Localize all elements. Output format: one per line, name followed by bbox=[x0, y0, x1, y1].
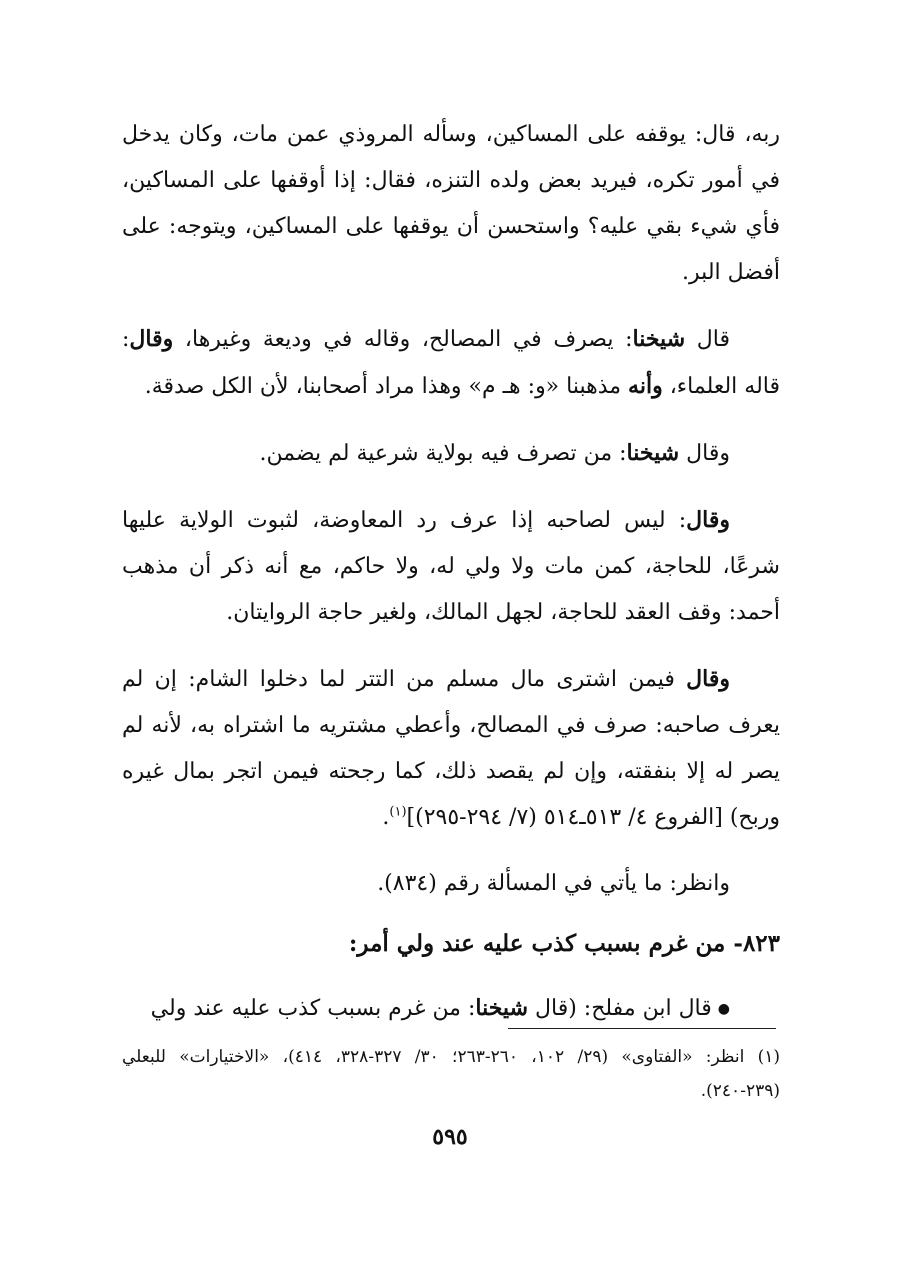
footnote-separator bbox=[508, 1028, 776, 1029]
paragraph-1-text: ربه، قال: يوقفه على المساكين، وسأله المروذي عمن مات، وكان يدخل في أمور تكره، فيريد بعض ولده التنزه، فقال: إذا أوقفها على المساكين، فأي شيء بقي عليه؟ واستحسن أن يوقفها على المساكين، ويتوجه: على أفضل البر. bbox=[122, 122, 780, 285]
paragraph-5 bbox=[122, 656, 780, 841]
paragraph-3 bbox=[122, 430, 780, 477]
p5-bold-waqal: وقال bbox=[686, 666, 730, 692]
p5-text-b: فيمن اشترى مال مسلم من التتر لما دخلوا الشام: إن لم يعرف صاحبه: صرف في المصالح، وأعطي مشتريه ما اشتراه به، لأنه لم يصر له إلا بنفقته، وإن لم يقصد ذلك، كما رجحته فيمن اتجر بمال غيره وربح) [الفروع ٤/ ٥١٣ـ٥١٤ (٧/ ٢٩٤-٢٩٥)] bbox=[122, 667, 780, 830]
p3-text-c: : من تصرف فيه بولاية شرعية لم يضمن. bbox=[259, 441, 627, 466]
section-first-line bbox=[122, 985, 780, 1032]
section-heading: ٨٢٣- من غرم بسبب كذب عليه عند ولي أمر: bbox=[348, 930, 780, 957]
section-line-a: قال ابن مفلح: (قال bbox=[528, 996, 712, 1021]
p2-text-e: : قاله العلماء، bbox=[122, 327, 780, 399]
p2-text-c: : يصرف في المصالح، وقاله في وديعة وغيرها، bbox=[173, 327, 633, 352]
p2-bold-waqal: وقال bbox=[129, 326, 174, 352]
p2-bold-waannahu: وأنه bbox=[628, 373, 663, 399]
p4-bold-waqal: وقال bbox=[686, 507, 730, 533]
p2-text-a: قال bbox=[696, 327, 730, 352]
paragraph-4 bbox=[122, 497, 780, 636]
p3-text-a: وقال bbox=[679, 441, 730, 466]
p4-text-b: : ليس لصاحبه إذا عرف رد المعاوضة، لثبوت الولاية عليها شرعًا، للحاجة، كمن مات ولا ولي له، ولا حاكم، مع أنه ذكر أن مذهب أحمد: وقف العقد للحاجة، لجهل المالك، ولغير حاجة الروايتان. bbox=[122, 508, 780, 625]
bullet-icon: ● bbox=[717, 1001, 730, 1017]
section-line-c: : من غرم بسبب كذب عليه عند ولي bbox=[150, 996, 476, 1021]
page-number: ٥٩٥ bbox=[432, 1124, 468, 1150]
paragraph-6-text: وانظر: ما يأتي في المسألة رقم (٨٣٤). bbox=[377, 871, 730, 896]
footnote: (١) انظر: «الفتاوى» (٢٩/ ١٠٢، ٢٦٠-٢٦٣؛ ٣٠/ ٣٢٧-٣٢٨، ٤١٤)، «الاختيارات» للبعلي (٢٣٩-٢٤٠). bbox=[122, 1047, 781, 1101]
paragraph-1 bbox=[122, 112, 780, 296]
paragraph-6 bbox=[122, 861, 780, 907]
section-bold-shaykhuna: شيخنا bbox=[475, 995, 529, 1021]
p3-bold-shaykhuna: شيخنا bbox=[626, 440, 680, 466]
p2-bold-shaykhuna: شيخنا bbox=[632, 326, 686, 352]
p5-end: . bbox=[382, 805, 390, 830]
paragraph-2 bbox=[122, 316, 780, 410]
p2-text-g: مذهبنا «و: هـ م» وهذا مراد أصحابنا، لأن الكل صدقة. bbox=[144, 374, 629, 399]
footnote-reference: (١) bbox=[389, 804, 407, 820]
main-text bbox=[122, 112, 780, 1052]
